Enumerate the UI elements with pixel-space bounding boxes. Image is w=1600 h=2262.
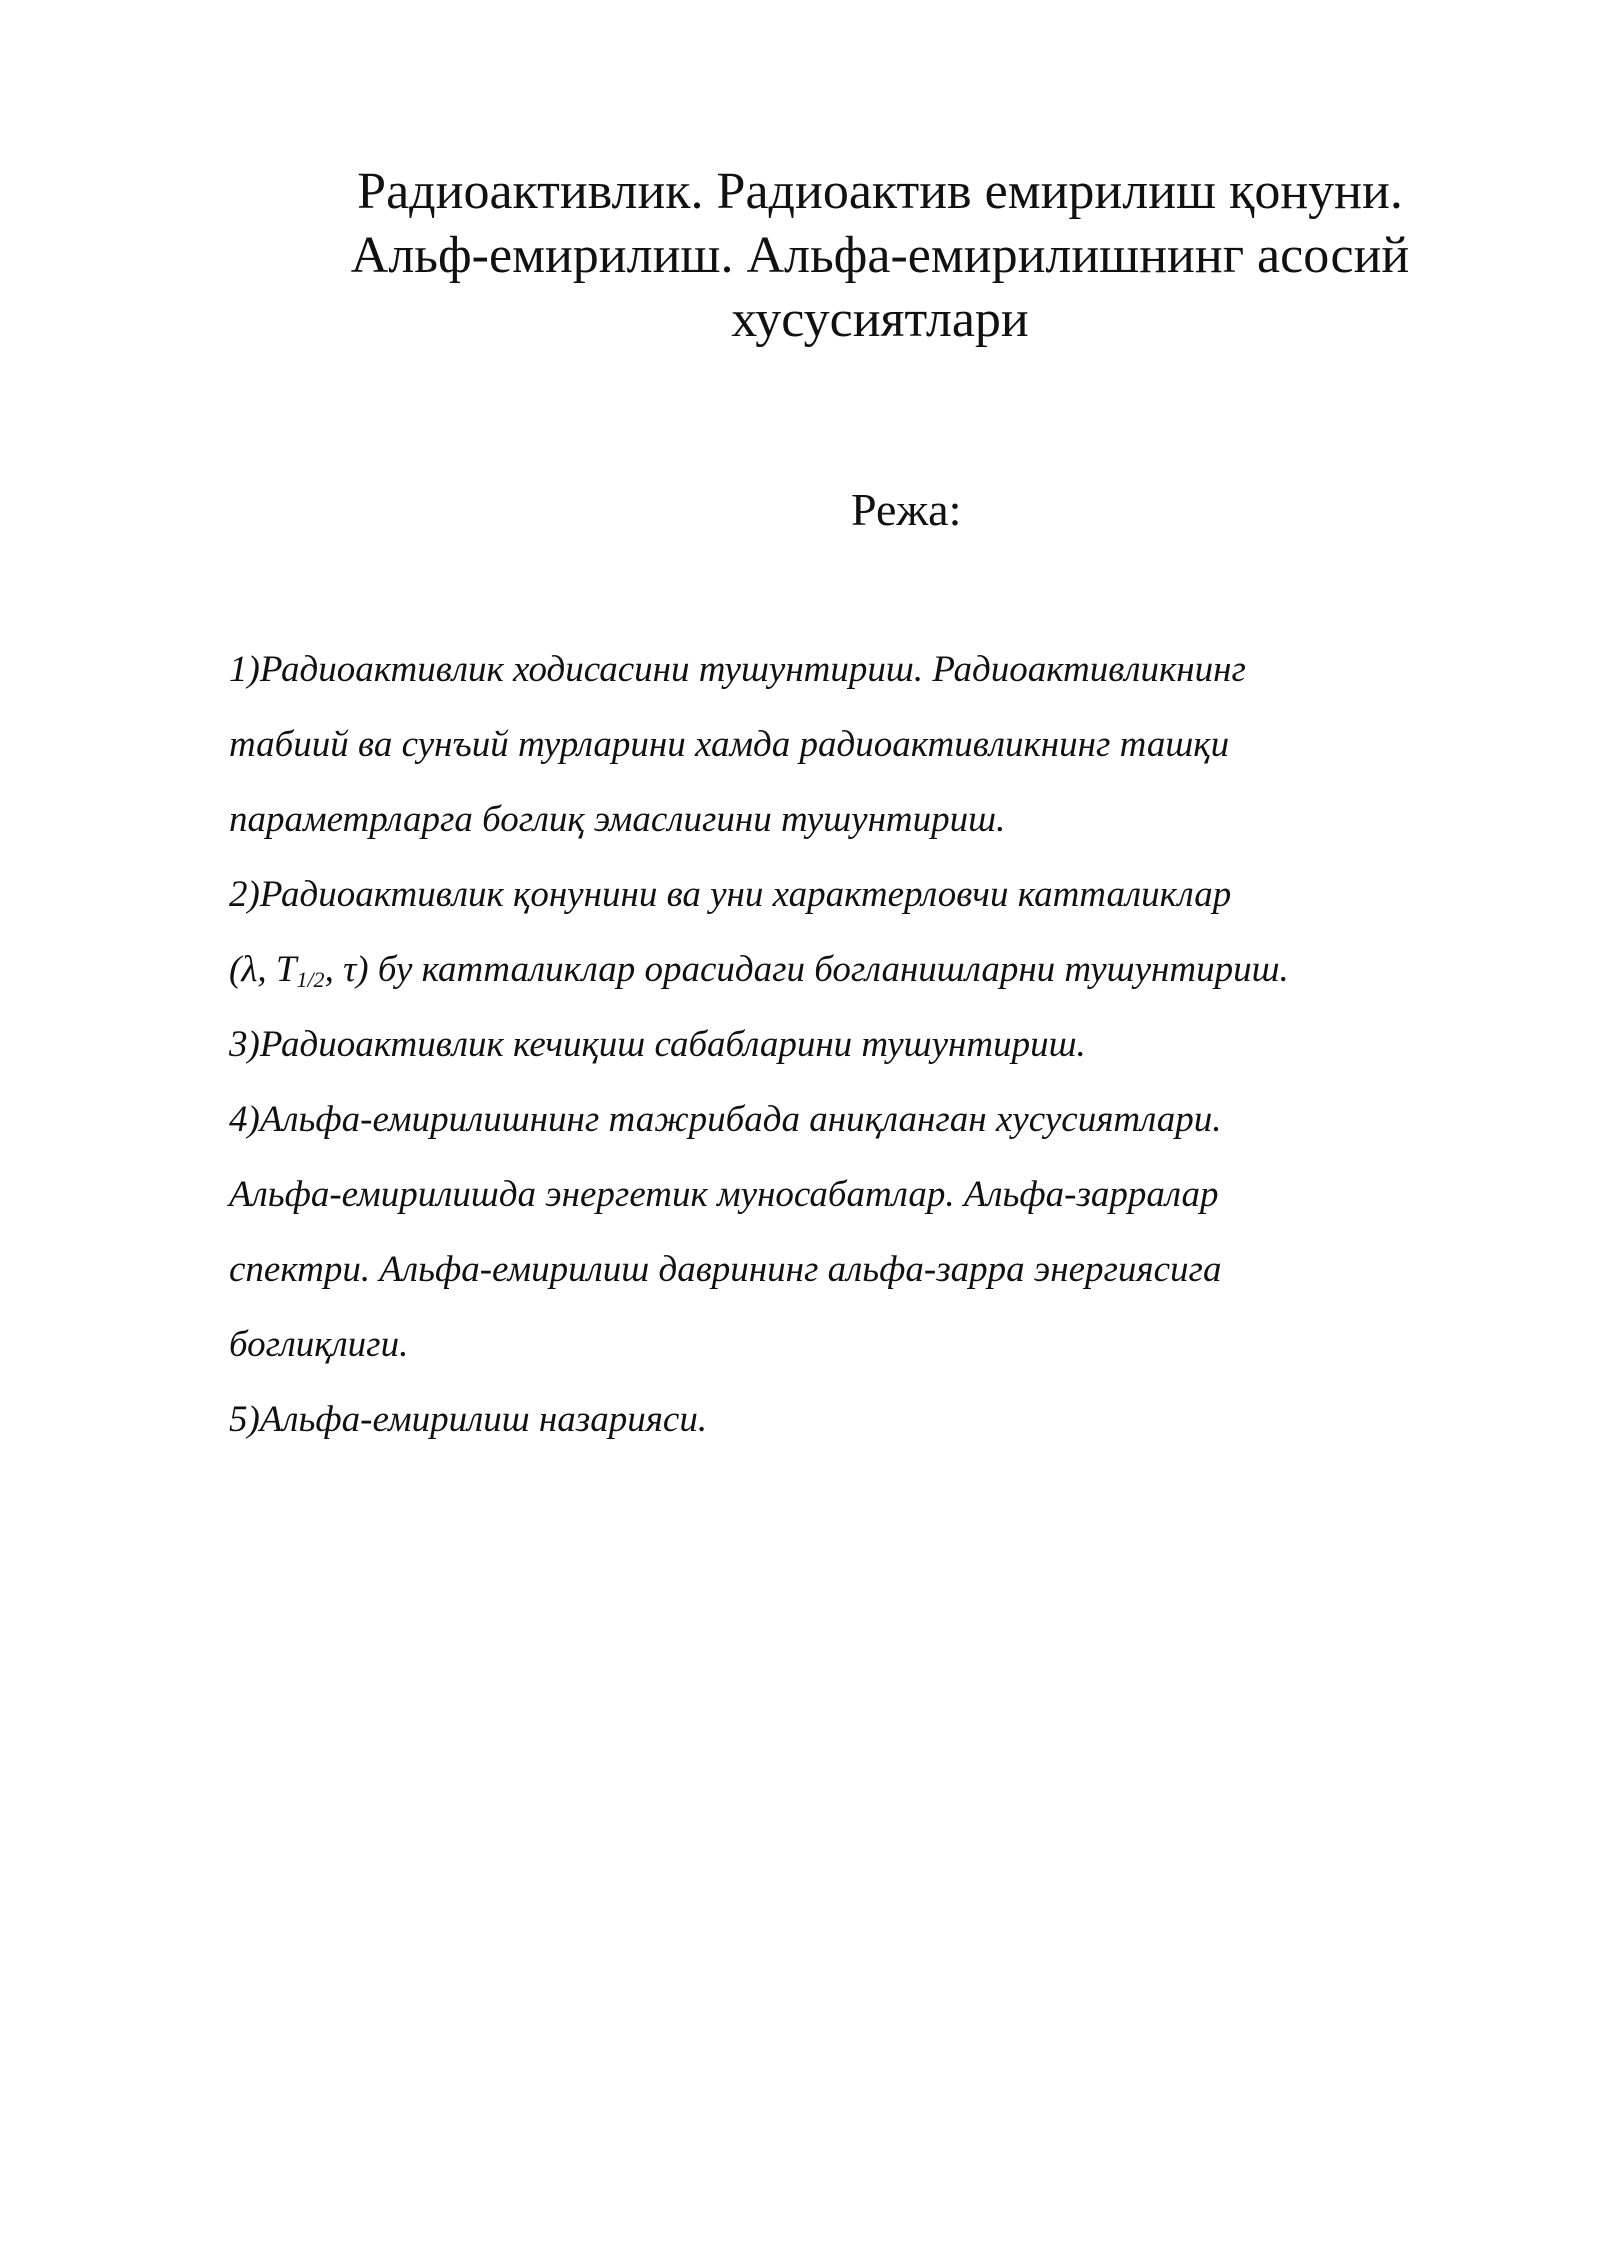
formula-prefix: (λ, T <box>229 949 297 990</box>
title-line: хусусиятлари <box>731 291 1029 348</box>
plan-line: спектри. Альфа-емирилиш даврининг альфа-зарра энергиясига <box>229 1249 1222 1290</box>
half-life-subscript: 1/2 <box>296 967 325 992</box>
plan-line: 5)Альфа-емирилиш назарияси. <box>229 1399 708 1440</box>
plan-line: 3)Радиоактивлик кечиқиш сабабларини тушунтириш. <box>229 1024 1086 1065</box>
plan-line: 4)Альфа-емирилишнинг тажрибада аниқланган хусусиятлари. <box>229 1099 1222 1140</box>
plan-line: параметрларга боглиқ эмаслигини тушунтириш. <box>229 799 1006 840</box>
plan-line: 1)Радиоактивлик ходисасини тушунтириш. Радиоактивликнинг <box>229 649 1246 690</box>
plan-line: табиий ва сунъий турларини хамда радиоактивликнинг ташқи <box>229 724 1230 765</box>
plan-line-formula <box>229 932 1529 1007</box>
plan-line: боглиқлиги. <box>229 1324 409 1365</box>
page-title <box>240 160 1520 352</box>
plan-heading: Режа: <box>851 484 962 535</box>
title-line: Альф-емирилиш. Альфа-емирилишнинг асосий <box>350 227 1410 284</box>
title-line: Радиоактивлик. Радиоактив емирилиш қонуни. <box>357 163 1403 220</box>
plan-line: 2)Радиоактивлик қонунини ва уни характерловчи катталиклар <box>229 874 1232 915</box>
plan-line: Альфа-емирилишда энергетик муносабатлар. Альфа-зарралар <box>229 1174 1219 1215</box>
formula-suffix: , τ) бу катталиклар орасидаги богланишларни тушунтириш. <box>324 949 1289 990</box>
plan-list <box>229 632 1529 1457</box>
